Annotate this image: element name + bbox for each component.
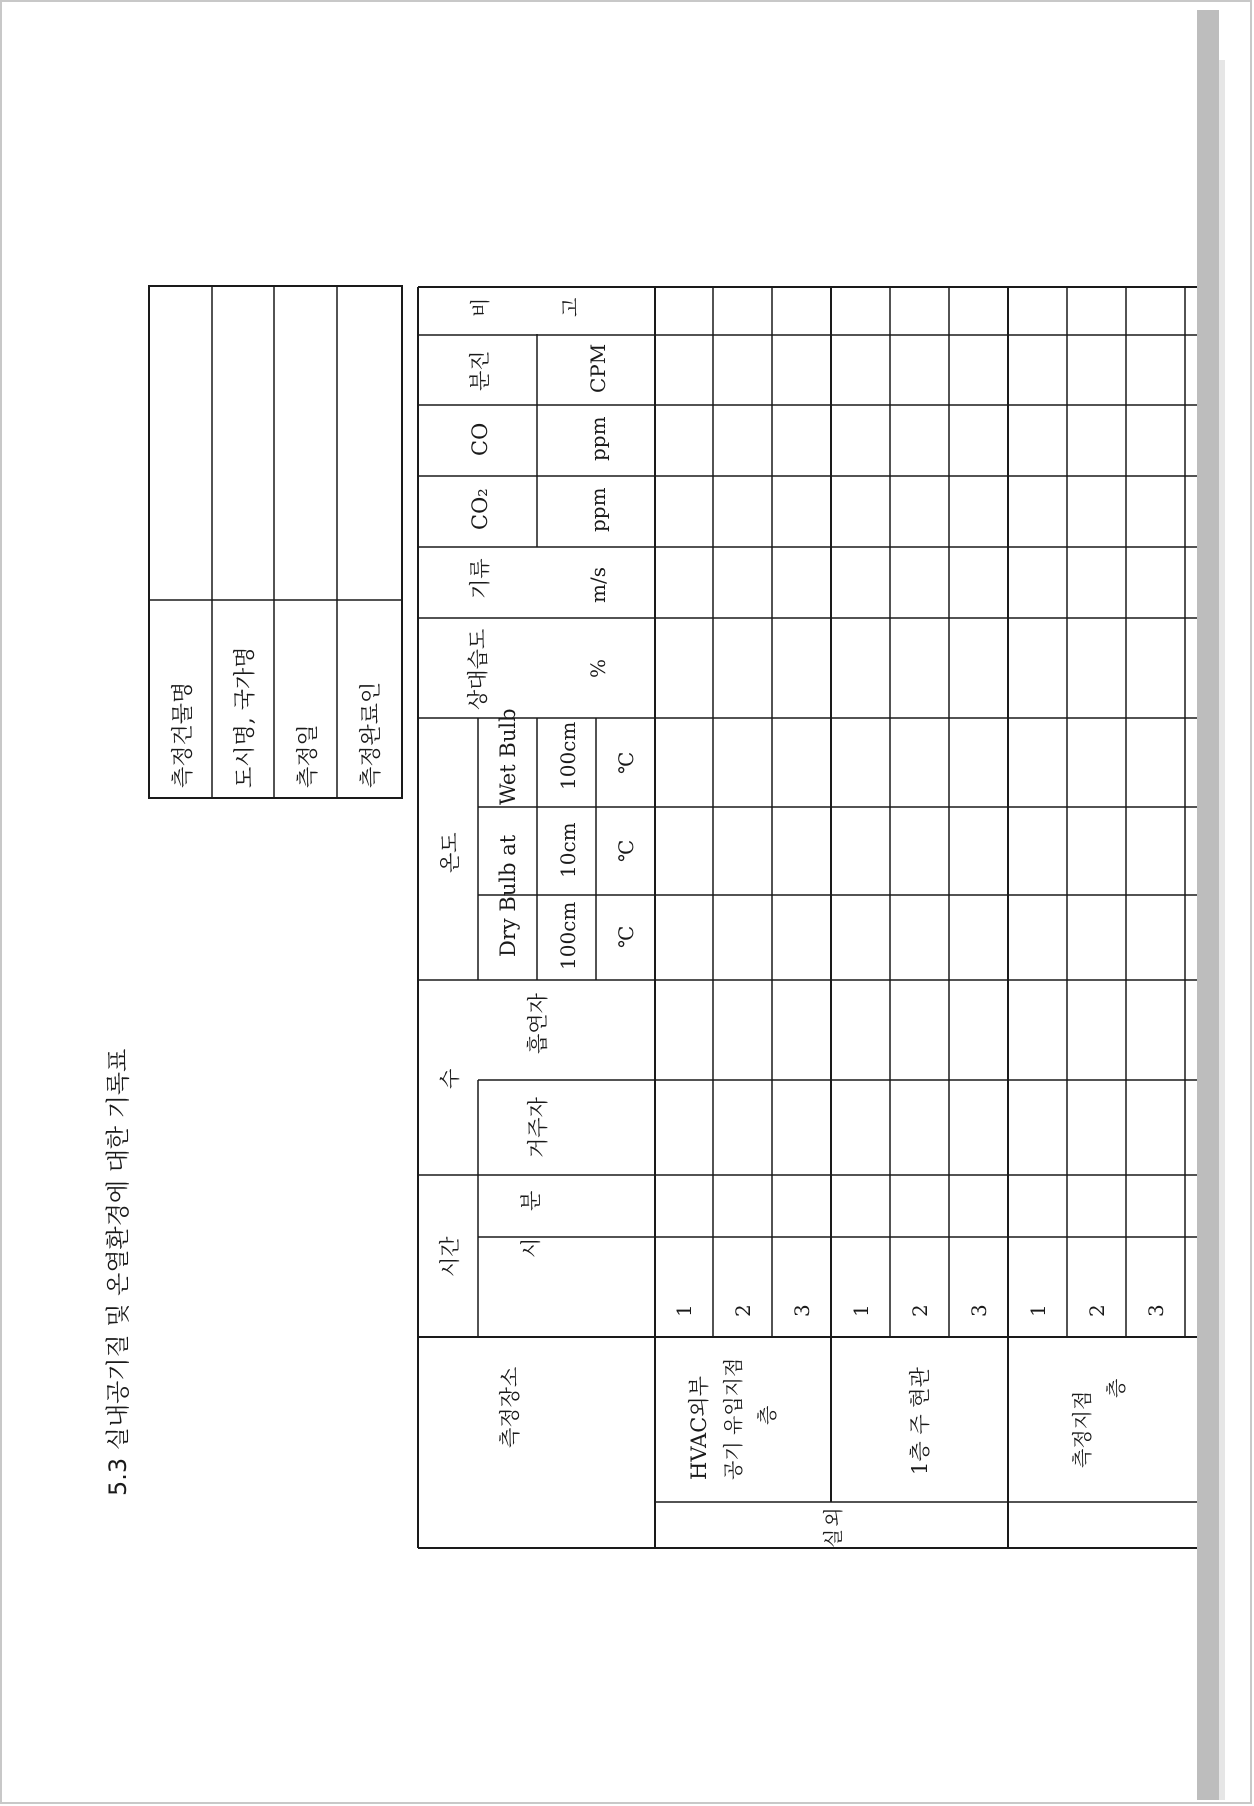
header-dust: 분진	[468, 350, 492, 391]
unit-dust: CPM	[586, 343, 610, 393]
header-dry-bulb: Dry Bulb at	[496, 834, 520, 957]
page-shadow-edge	[1197, 10, 1219, 1800]
page-title: 5.3 실내공기질 및 온열환경에 대한 기록표	[104, 1048, 132, 1496]
header-wet-bulb: Wet Bulb	[496, 708, 520, 805]
header-residents: 거주자	[526, 1097, 550, 1158]
info-label-date: 측정일	[296, 724, 321, 788]
group-custom-line1: 측정지점	[1070, 1390, 1094, 1468]
unit-co2: ppm	[586, 487, 610, 532]
row-number: 2	[731, 1304, 755, 1317]
row-number: 3	[967, 1304, 991, 1317]
side-label-outdoor: 실외	[821, 1505, 845, 1548]
group-hvac-line2: 공기 유입지점	[721, 1357, 745, 1480]
row-number-column	[672, 1304, 1168, 1317]
unit-dry-100cm: ℃	[614, 925, 638, 948]
header-airflow: 기류	[468, 558, 492, 599]
header-time: 시간	[438, 1236, 462, 1277]
header-time-minute: 분	[519, 1190, 543, 1211]
unit-wet-100cm: ℃	[614, 751, 638, 774]
row-number: 1	[849, 1304, 873, 1317]
header-remarks-2: 고	[558, 297, 582, 317]
info-label-completed-by: 측정완료인	[359, 681, 384, 788]
header-location: 측정장소	[498, 1366, 522, 1448]
header-time-hour: 시	[519, 1237, 543, 1258]
info-label-city: 도시명, 국가명	[233, 646, 258, 788]
row-number: 1	[672, 1304, 696, 1317]
unit-dry-10cm: ℃	[614, 839, 638, 862]
page-border	[1, 1, 1251, 1803]
header-smokers: 흡연자	[526, 993, 550, 1054]
group-main-entrance: 1층 주 현관	[908, 1367, 932, 1475]
row-number: 3	[790, 1304, 814, 1317]
header-dry-100cm: 100cm	[556, 901, 580, 970]
header-co2: CO₂	[468, 488, 492, 530]
header-remarks-1: 비	[468, 297, 492, 317]
header-co: CO	[468, 422, 492, 456]
row-number: 2	[1085, 1304, 1109, 1317]
header-dry-10cm: 10cm	[556, 822, 580, 878]
row-number: 3	[1144, 1304, 1168, 1317]
record-table-grid	[418, 287, 1197, 1548]
row-number: 2	[908, 1304, 932, 1317]
page-shadow-fade	[1219, 60, 1225, 1800]
header-humidity: 상대습도	[466, 628, 490, 710]
unit-humidity: %	[586, 658, 610, 678]
row-number: 1	[1026, 1304, 1050, 1317]
group-hvac-line3: 층	[755, 1405, 779, 1425]
unit-airflow: m/s	[586, 567, 610, 603]
group-hvac-line1: HVAC외부	[687, 1376, 711, 1480]
info-label-building: 측정건물명	[171, 681, 196, 788]
group-custom-line2: 층	[1104, 1378, 1128, 1398]
header-temperature: 온도	[438, 832, 462, 873]
unit-co: ppm	[586, 416, 610, 461]
header-wet-100cm: 100cm	[556, 721, 580, 790]
header-count: 수	[438, 1068, 462, 1089]
